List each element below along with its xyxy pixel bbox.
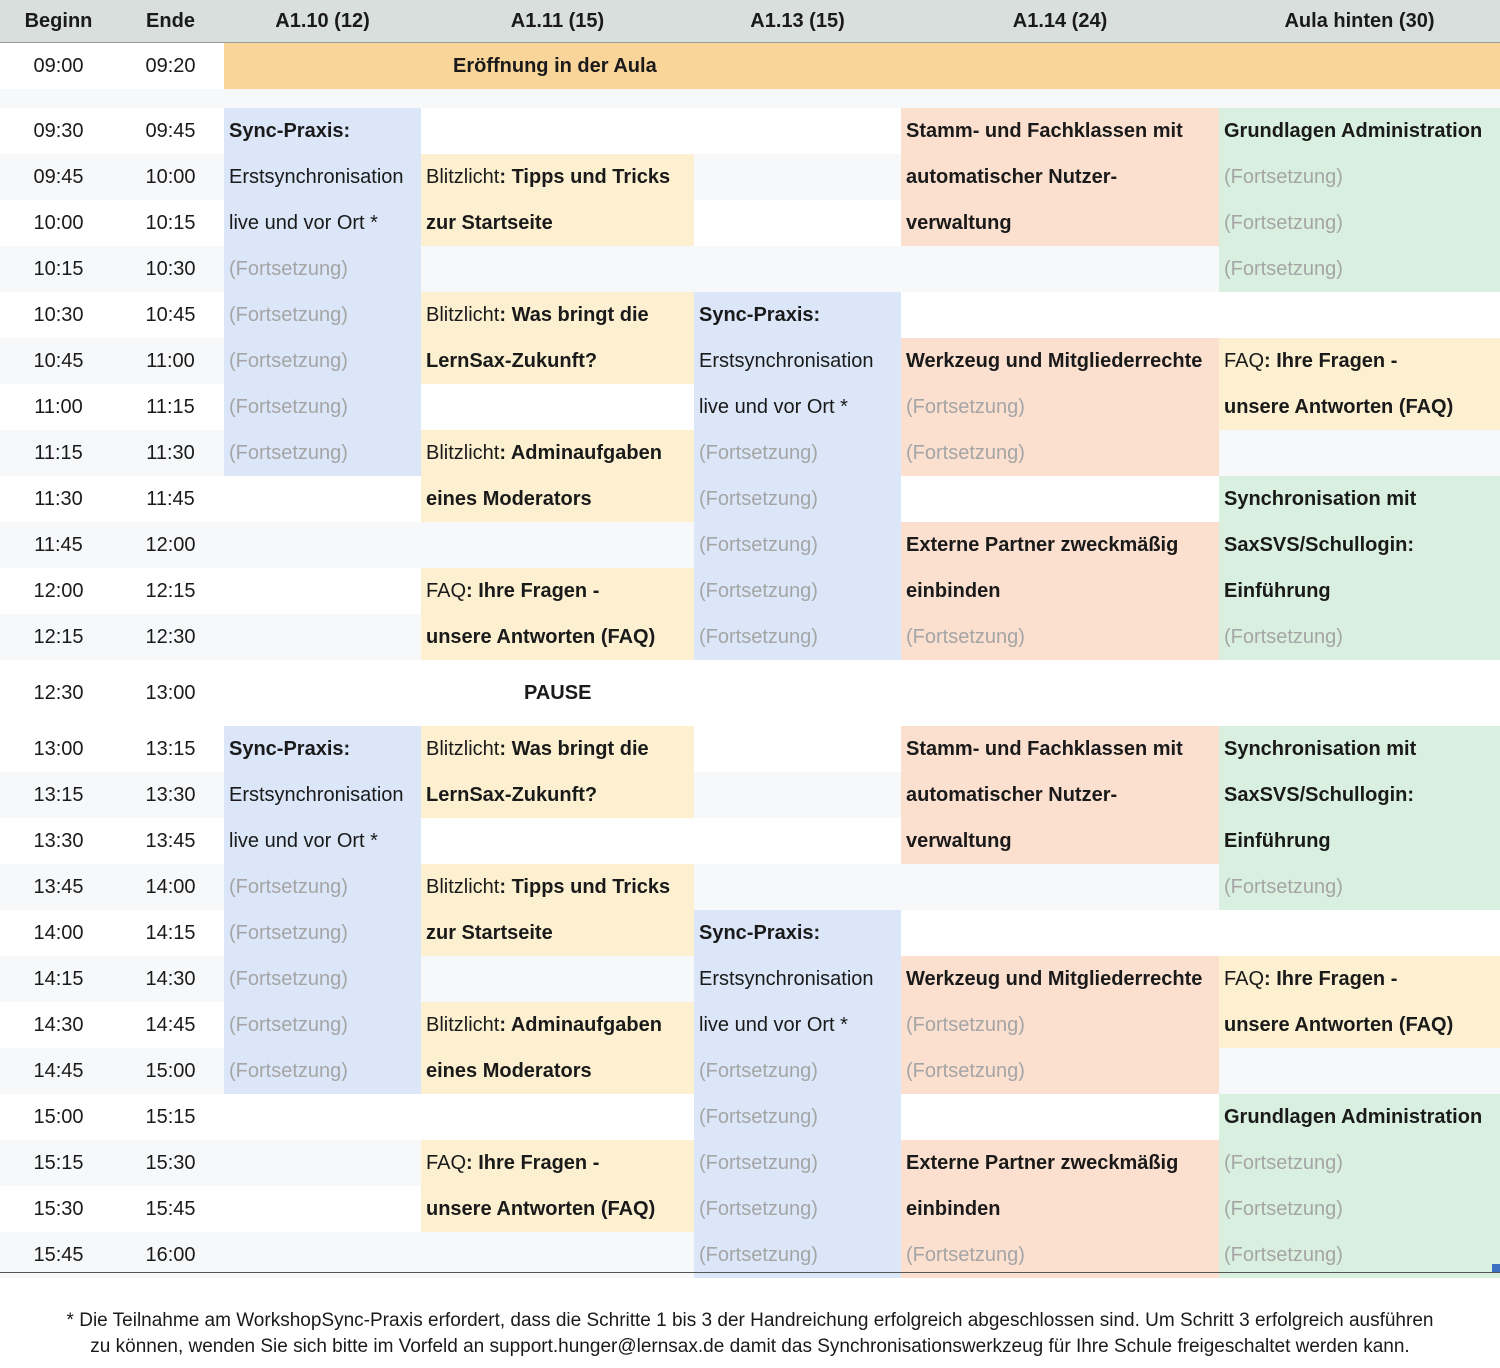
continuation-text: (Fortsetzung) bbox=[906, 1059, 1025, 1082]
session-text bbox=[421, 1186, 694, 1232]
session-label-text: live und vor Ort * bbox=[229, 829, 378, 852]
session-label-text: FAQ bbox=[1224, 349, 1265, 372]
session-title-text: : Was bringt die bbox=[499, 737, 649, 760]
session-text bbox=[1219, 818, 1500, 864]
session-text bbox=[901, 818, 1219, 864]
session-label-text: Erstsynchronisation bbox=[699, 967, 874, 990]
session-text bbox=[421, 726, 694, 772]
session-text bbox=[421, 614, 694, 660]
column-header-5: A1.14 (24) bbox=[901, 0, 1219, 43]
continuation-text: (Fortsetzung) bbox=[229, 395, 348, 418]
begin-time: 10:00 bbox=[33, 211, 84, 234]
continuation-text: (Fortsetzung) bbox=[699, 441, 818, 464]
footnote bbox=[0, 1308, 1500, 1360]
continuation-text: (Fortsetzung) bbox=[1224, 1151, 1343, 1174]
session-text bbox=[901, 956, 1219, 1002]
end-time: 12:00 bbox=[145, 533, 196, 556]
begin-time: 10:15 bbox=[33, 257, 84, 280]
session-title-text: SaxSVS/Schullogin: bbox=[1224, 533, 1415, 556]
begin-time: 12:00 bbox=[33, 579, 84, 602]
continuation-text: (Fortsetzung) bbox=[229, 967, 348, 990]
continuation-text: (Fortsetzung) bbox=[699, 1105, 818, 1128]
begin-time: 10:30 bbox=[33, 303, 84, 326]
session-text bbox=[1219, 726, 1500, 772]
begin-time: 11:15 bbox=[34, 441, 83, 464]
session-title-text: zur Startseite bbox=[426, 211, 553, 234]
continuation-text: (Fortsetzung) bbox=[699, 533, 818, 556]
session-text bbox=[224, 772, 421, 818]
session-text bbox=[694, 956, 901, 1002]
begin-time: 13:15 bbox=[33, 783, 84, 806]
begin-time: 09:30 bbox=[33, 119, 84, 142]
continuation-text: (Fortsetzung) bbox=[1224, 875, 1343, 898]
session-text bbox=[421, 154, 694, 200]
session-title-text: LernSax-Zukunft? bbox=[426, 783, 598, 806]
opening-banner: Eröffnung in der Aula bbox=[224, 43, 1500, 89]
continuation-text: (Fortsetzung) bbox=[229, 1059, 348, 1082]
session-text bbox=[421, 430, 694, 476]
session-text bbox=[421, 772, 694, 818]
begin-time: 10:45 bbox=[33, 349, 84, 372]
header-divider bbox=[0, 42, 1500, 43]
session-title-text: : Ihre Fragen - bbox=[466, 579, 600, 602]
session-title-text: Synchronisation mit bbox=[1224, 737, 1417, 760]
session-text bbox=[421, 1048, 694, 1094]
begin-time: 14:00 bbox=[33, 921, 84, 944]
end-time: 14:00 bbox=[145, 875, 196, 898]
session-title-text: Einführung bbox=[1224, 829, 1331, 852]
session-title-text: unsere Antworten (FAQ) bbox=[1224, 395, 1454, 418]
session-title-text: LernSax-Zukunft? bbox=[426, 349, 598, 372]
pause-begin-time: 12:30 bbox=[33, 681, 84, 704]
session-title-text: Stamm- und Fachklassen mit bbox=[906, 119, 1183, 142]
column-header-6: Aula hinten (30) bbox=[1219, 0, 1500, 43]
begin-time: 15:15 bbox=[33, 1151, 84, 1174]
begin-time: 13:45 bbox=[33, 875, 84, 898]
session-title-text: unsere Antworten (FAQ) bbox=[426, 1197, 656, 1220]
session-title-text: unsere Antworten (FAQ) bbox=[426, 625, 656, 648]
session-text bbox=[421, 568, 694, 614]
end-time: 14:15 bbox=[145, 921, 196, 944]
begin-time: 14:45 bbox=[33, 1059, 84, 1082]
begin-time: 13:00 bbox=[33, 737, 84, 760]
end-time: 13:30 bbox=[145, 783, 196, 806]
continuation-text: (Fortsetzung) bbox=[229, 441, 348, 464]
session-title-text: : Was bringt die bbox=[499, 303, 649, 326]
continuation-text: (Fortsetzung) bbox=[906, 395, 1025, 418]
session-text bbox=[1219, 384, 1500, 430]
session-title-text: : Tipps und Tricks bbox=[499, 875, 671, 898]
session-title-text: verwaltung bbox=[906, 829, 1012, 852]
session-text bbox=[421, 292, 694, 338]
session-title-text: Sync-Praxis: bbox=[699, 303, 821, 326]
session-title-text: Synchronisation mit bbox=[1224, 487, 1417, 510]
continuation-text: (Fortsetzung) bbox=[229, 875, 348, 898]
session-label-text: Blitzlicht bbox=[426, 165, 500, 188]
continuation-text: (Fortsetzung) bbox=[1224, 1243, 1343, 1266]
session-label-text: live und vor Ort * bbox=[229, 211, 378, 234]
end-time: 13:45 bbox=[145, 829, 196, 852]
continuation-text: (Fortsetzung) bbox=[1224, 1197, 1343, 1220]
session-text bbox=[224, 200, 421, 246]
footnote-line-1: * Die Teilnahme am WorkshopSync-Praxis erfordert, dass die Schritte 1 bis 3 der Handreichung erfolgreich abgeschlossen sind. Um Schritt 3 erfolgreich ausführen bbox=[66, 1310, 1434, 1331]
session-title-text: Sync-Praxis: bbox=[229, 737, 351, 760]
session-title-text: Grundlagen Administration bbox=[1224, 119, 1483, 142]
session-text bbox=[901, 338, 1219, 384]
session-text bbox=[694, 384, 901, 430]
continuation-text: (Fortsetzung) bbox=[1224, 211, 1343, 234]
selection-handle[interactable] bbox=[1492, 1264, 1500, 1272]
opening-begin-time: 09:00 bbox=[33, 54, 84, 77]
end-time: 11:30 bbox=[146, 441, 195, 464]
session-text bbox=[694, 338, 901, 384]
session-label-text: Erstsynchronisation bbox=[699, 349, 874, 372]
session-label-text: FAQ bbox=[1224, 967, 1265, 990]
session-text bbox=[421, 476, 694, 522]
end-time: 10:30 bbox=[145, 257, 196, 280]
spacer-row bbox=[0, 89, 1500, 108]
session-title-text: Werkzeug und Mitgliederrechte bbox=[906, 967, 1203, 990]
column-header-0: Beginn bbox=[0, 0, 117, 43]
session-label-text: Erstsynchronisation bbox=[229, 165, 404, 188]
session-title-text: : Ihre Fragen - bbox=[1264, 967, 1398, 990]
session-text bbox=[1219, 1002, 1500, 1048]
begin-time: 15:30 bbox=[33, 1197, 84, 1220]
begin-time: 09:45 bbox=[33, 165, 84, 188]
continuation-text: (Fortsetzung) bbox=[699, 579, 818, 602]
end-time: 10:00 bbox=[145, 165, 196, 188]
end-time: 13:15 bbox=[145, 737, 196, 760]
session-text bbox=[421, 1140, 694, 1186]
continuation-text: (Fortsetzung) bbox=[1224, 625, 1343, 648]
begin-time: 14:15 bbox=[33, 967, 84, 990]
pause-label: PAUSE bbox=[524, 681, 592, 704]
begin-time: 12:15 bbox=[33, 625, 84, 648]
session-text bbox=[901, 726, 1219, 772]
end-time: 15:30 bbox=[145, 1151, 196, 1174]
session-title-text: : Ihre Fragen - bbox=[466, 1151, 600, 1174]
session-title-text: automatischer Nutzer- bbox=[906, 783, 1118, 806]
session-title-text: eines Moderators bbox=[426, 1059, 592, 1082]
end-time: 15:15 bbox=[145, 1105, 196, 1128]
session-text bbox=[224, 154, 421, 200]
session-text bbox=[224, 818, 421, 864]
session-text bbox=[901, 200, 1219, 246]
session-label-text: live und vor Ort * bbox=[699, 395, 848, 418]
pause-end-time: 13:00 bbox=[145, 681, 196, 704]
session-text bbox=[1219, 522, 1500, 568]
session-title-text: Externe Partner zweckmäßig bbox=[906, 1151, 1179, 1174]
session-label-text: Blitzlicht bbox=[426, 441, 500, 464]
session-label-text: FAQ bbox=[426, 1151, 467, 1174]
session-title-text: Externe Partner zweckmäßig bbox=[906, 533, 1179, 556]
begin-time: 14:30 bbox=[33, 1013, 84, 1036]
session-text bbox=[1219, 568, 1500, 614]
session-title-text: : Adminaufgaben bbox=[499, 441, 662, 464]
column-header-4: A1.13 (15) bbox=[694, 0, 901, 43]
session-title-text: Werkzeug und Mitgliederrechte bbox=[906, 349, 1203, 372]
end-time: 11:45 bbox=[146, 487, 195, 510]
session-text bbox=[901, 1140, 1219, 1186]
continuation-text: (Fortsetzung) bbox=[906, 625, 1025, 648]
begin-time: 11:00 bbox=[34, 395, 83, 418]
session-title-text: eines Moderators bbox=[426, 487, 592, 510]
begin-time: 11:30 bbox=[34, 487, 83, 510]
session-label-text: Blitzlicht bbox=[426, 1013, 500, 1036]
session-title-text: Grundlagen Administration bbox=[1224, 1105, 1483, 1128]
session-text bbox=[694, 1002, 901, 1048]
session-title-text: SaxSVS/Schullogin: bbox=[1224, 783, 1415, 806]
session-label-text: live und vor Ort * bbox=[699, 1013, 848, 1036]
end-time: 09:45 bbox=[145, 119, 196, 142]
end-time: 10:45 bbox=[145, 303, 196, 326]
session-text bbox=[224, 108, 421, 154]
end-time: 11:00 bbox=[146, 349, 195, 372]
session-title-text: Sync-Praxis: bbox=[229, 119, 351, 142]
end-time: 10:15 bbox=[145, 211, 196, 234]
column-header-1: Ende bbox=[117, 0, 224, 43]
continuation-text: (Fortsetzung) bbox=[906, 1243, 1025, 1266]
session-text bbox=[421, 910, 694, 956]
continuation-text: (Fortsetzung) bbox=[229, 349, 348, 372]
end-time: 16:00 bbox=[145, 1243, 196, 1266]
column-header-3: A1.11 (15) bbox=[421, 0, 694, 43]
session-title-text: Einführung bbox=[1224, 579, 1331, 602]
session-text bbox=[901, 154, 1219, 200]
session-title-text: zur Startseite bbox=[426, 921, 553, 944]
session-text bbox=[224, 726, 421, 772]
end-time: 14:45 bbox=[145, 1013, 196, 1036]
session-text bbox=[1219, 338, 1500, 384]
continuation-text: (Fortsetzung) bbox=[699, 1243, 818, 1266]
session-title-text: verwaltung bbox=[906, 211, 1012, 234]
continuation-text: (Fortsetzung) bbox=[229, 257, 348, 280]
session-text bbox=[1219, 956, 1500, 1002]
session-text bbox=[1219, 772, 1500, 818]
end-time: 12:15 bbox=[145, 579, 196, 602]
session-title-text: automatischer Nutzer- bbox=[906, 165, 1118, 188]
end-time: 14:30 bbox=[145, 967, 196, 990]
continuation-text: (Fortsetzung) bbox=[699, 487, 818, 510]
session-title-text: : Tipps und Tricks bbox=[499, 165, 671, 188]
continuation-text: (Fortsetzung) bbox=[906, 1013, 1025, 1036]
session-title-text: Sync-Praxis: bbox=[699, 921, 821, 944]
session-text bbox=[901, 568, 1219, 614]
session-label-text: Blitzlicht bbox=[426, 737, 500, 760]
session-text bbox=[694, 292, 901, 338]
end-time: 15:45 bbox=[145, 1197, 196, 1220]
session-text bbox=[1219, 476, 1500, 522]
continuation-text: (Fortsetzung) bbox=[1224, 165, 1343, 188]
session-title-text: einbinden bbox=[906, 579, 1001, 602]
session-label-text: FAQ bbox=[426, 579, 467, 602]
session-text bbox=[421, 338, 694, 384]
session-title-text: einbinden bbox=[906, 1197, 1001, 1220]
continuation-text: (Fortsetzung) bbox=[699, 1151, 818, 1174]
session-text bbox=[694, 910, 901, 956]
session-text bbox=[901, 108, 1219, 154]
continuation-text: (Fortsetzung) bbox=[229, 303, 348, 326]
session-text bbox=[1219, 108, 1500, 154]
continuation-text: (Fortsetzung) bbox=[699, 1197, 818, 1220]
end-time: 12:30 bbox=[145, 625, 196, 648]
footnote-line-2: zu können, wenden Sie sich bitte im Vorfeld an support.hunger@lernsax.de damit das Synchronisationswerkzeug für Ihre Schule freigeschaltet werden kann. bbox=[90, 1336, 1410, 1357]
begin-time: 15:00 bbox=[33, 1105, 84, 1128]
begin-time: 15:45 bbox=[33, 1243, 84, 1266]
session-title-text: unsere Antworten (FAQ) bbox=[1224, 1013, 1454, 1036]
begin-time: 13:30 bbox=[33, 829, 84, 852]
end-time: 11:15 bbox=[146, 395, 195, 418]
session-label-text: Erstsynchronisation bbox=[229, 783, 404, 806]
continuation-text: (Fortsetzung) bbox=[699, 625, 818, 648]
session-title-text: : Ihre Fragen - bbox=[1264, 349, 1398, 372]
session-label-text: Blitzlicht bbox=[426, 875, 500, 898]
column-header-2: A1.10 (12) bbox=[224, 0, 421, 43]
opening-end-time: 09:20 bbox=[145, 54, 196, 77]
table-bottom-border bbox=[0, 1272, 1500, 1273]
session-text bbox=[421, 200, 694, 246]
session-label-text: Blitzlicht bbox=[426, 303, 500, 326]
continuation-text: (Fortsetzung) bbox=[1224, 257, 1343, 280]
session-text bbox=[901, 522, 1219, 568]
continuation-text: (Fortsetzung) bbox=[906, 441, 1025, 464]
begin-time: 11:45 bbox=[34, 533, 83, 556]
continuation-text: (Fortsetzung) bbox=[229, 1013, 348, 1036]
session-title-text: Stamm- und Fachklassen mit bbox=[906, 737, 1183, 760]
session-title-text: : Adminaufgaben bbox=[499, 1013, 662, 1036]
session-text bbox=[901, 1186, 1219, 1232]
session-text bbox=[901, 772, 1219, 818]
session-text bbox=[1219, 1094, 1500, 1140]
end-time: 15:00 bbox=[145, 1059, 196, 1082]
session-text bbox=[421, 864, 694, 910]
continuation-text: (Fortsetzung) bbox=[229, 921, 348, 944]
continuation-text: (Fortsetzung) bbox=[699, 1059, 818, 1082]
session-text bbox=[421, 1002, 694, 1048]
